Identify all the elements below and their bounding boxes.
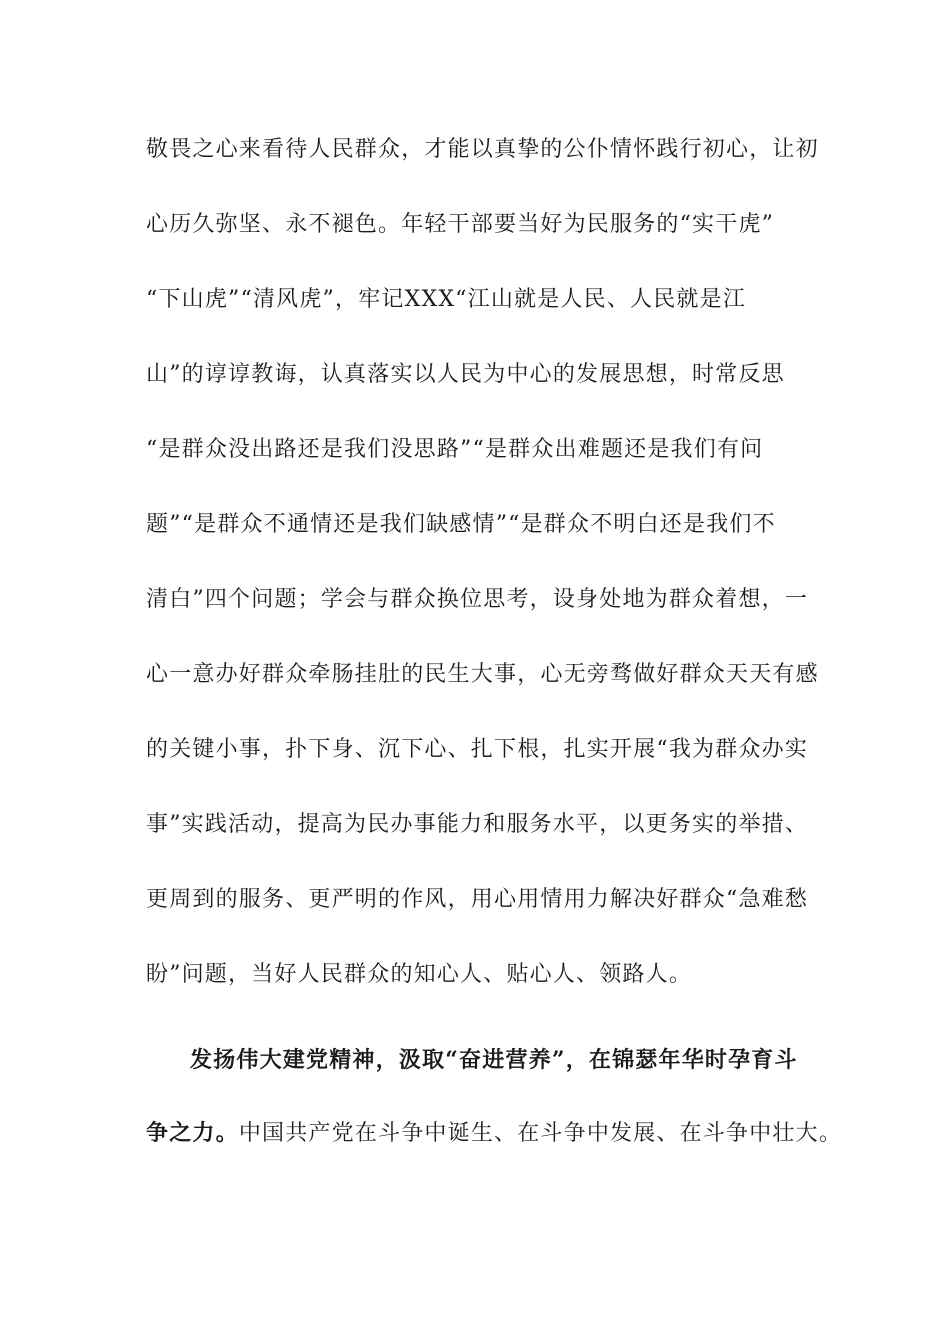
- body-line: 题”“是群众不通情还是我们缺感情”“是群众不明白还是我们不: [146, 512, 776, 537]
- body-line: 盼”问题，当好人民群众的知心人、贴心人、领路人。: [146, 962, 693, 987]
- body-line: 山”的谆谆教诲，认真落实以人民为中心的发展思想，时常反思: [146, 362, 785, 387]
- body-line: 事”实践活动，提高为民办事能力和服务水平，以更务实的举措、: [146, 812, 809, 837]
- body-line: 心历久弥坚、永不褪色。年轻干部要当好为民服务的“实干虎”: [146, 212, 775, 237]
- body-line: 心一意办好群众牵肠挂肚的民生大事，心无旁骛做好群众天天有感: [146, 662, 819, 687]
- body-line: 敬畏之心来看待人民群众，才能以真挚的公仆情怀践行初心，让初: [146, 137, 819, 162]
- body-line: 清白”四个问题；学会与群众换位思考，设身处地为群众着想，一: [146, 587, 809, 612]
- section-heading-continued: [146, 1113, 843, 1153]
- body-line: “下山虎”“清风虎”，牢记XXX“江山就是人民、人民就是江: [146, 287, 747, 312]
- body-line: 的关键小事，扑下身、沉下心、扎下根，扎实开展“我为群众办实: [146, 737, 809, 762]
- body-line: “是群众没出路还是我们没思路”“是群众出难题还是我们有问: [146, 437, 764, 462]
- section-heading: 发扬伟大建党精神，汲取“奋进营养”，在锦瑟年华时孕育斗: [190, 1047, 798, 1073]
- section-heading-end: 争之力。: [146, 1120, 239, 1146]
- body-text: 中国共产党在斗争中诞生、在斗争中发展、在斗争中壮大。: [238, 1121, 843, 1146]
- body-line: 更周到的服务、更严明的作风，用心用情用力解决好群众“急难愁: [146, 887, 809, 912]
